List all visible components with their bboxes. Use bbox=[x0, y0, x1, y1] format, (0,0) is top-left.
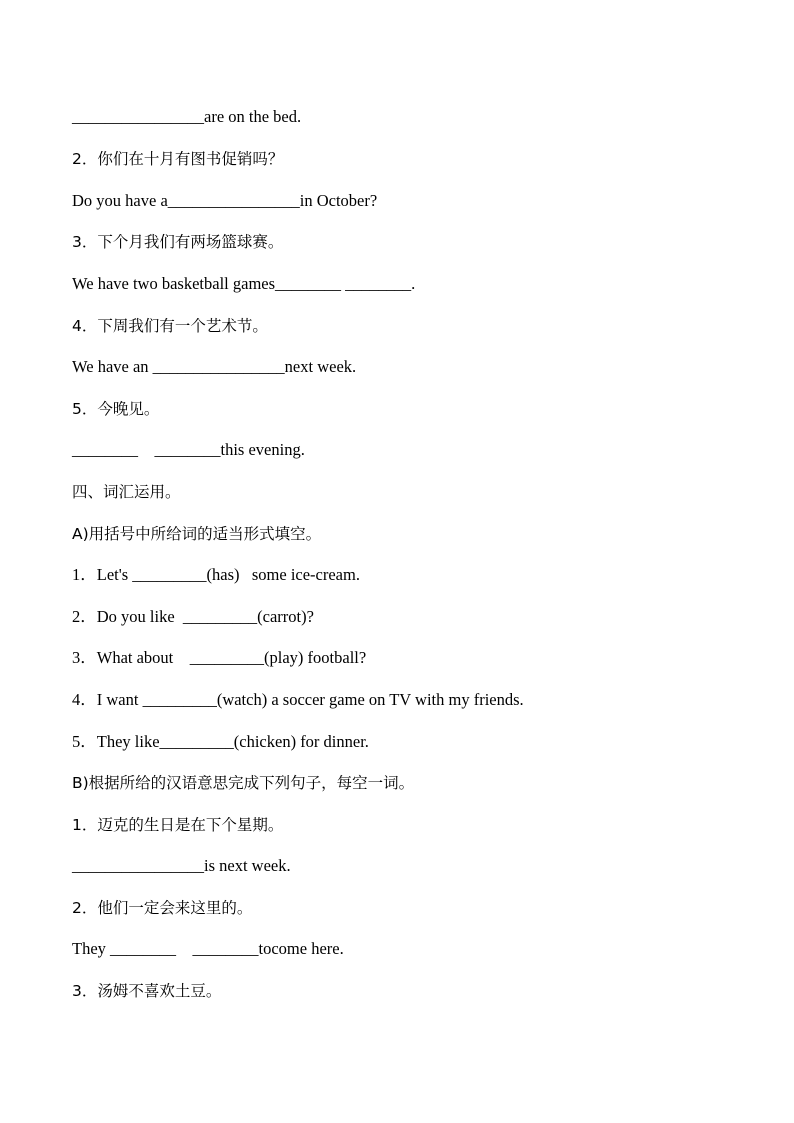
part-b-instruction: B)根据所给的汉语意思完成下列句子，每空一词。 bbox=[72, 774, 415, 792]
part-a-item-4: 4．I want _________(watch) a soccer game on TV with my friends. bbox=[72, 690, 524, 709]
part-b-item-2-english: They ________ ________tocome here. bbox=[72, 939, 344, 958]
part-b-item-3-chinese: 3．汤姆不喜欢土豆。 bbox=[72, 982, 222, 1000]
part-b-item-1-english: ________________is next week. bbox=[72, 856, 291, 875]
question-5-english: ________ ________this evening. bbox=[72, 440, 305, 459]
part-b-item-1-chinese: 1．迈克的生日是在下个星期。 bbox=[72, 816, 284, 834]
part-a-item-1: 1．Let's _________(has) some ice-cream. bbox=[72, 565, 360, 584]
question-4-chinese: 4．下周我们有一个艺术节。 bbox=[72, 317, 268, 335]
question-2-chinese: 2．你们在十月有图书促销吗？ bbox=[72, 150, 284, 168]
part-a-item-3: 3．What about _________(play) football? bbox=[72, 648, 367, 667]
exercise-line-1: ________________are on the bed. bbox=[72, 107, 302, 126]
question-3-chinese: 3．下个月我们有两场篮球赛。 bbox=[72, 233, 284, 251]
part-a-item-2: 2．Do you like _________(carrot)? bbox=[72, 607, 314, 626]
question-4-english: We have an ________________next week. bbox=[72, 357, 357, 376]
part-a-instruction: A)用括号中所给词的适当形式填空。 bbox=[72, 525, 322, 543]
question-5-chinese: 5．今晚见。 bbox=[72, 400, 160, 418]
part-a-item-5: 5．They like_________(chicken) for dinner. bbox=[72, 732, 369, 751]
question-2-english: Do you have a________________in October? bbox=[72, 191, 378, 210]
section-4-heading: 四、词汇运用。 bbox=[72, 483, 181, 501]
question-3-english: We have two basketball games________ ________. bbox=[72, 274, 416, 293]
part-b-item-2-chinese: 2．他们一定会来这里的。 bbox=[72, 899, 253, 917]
